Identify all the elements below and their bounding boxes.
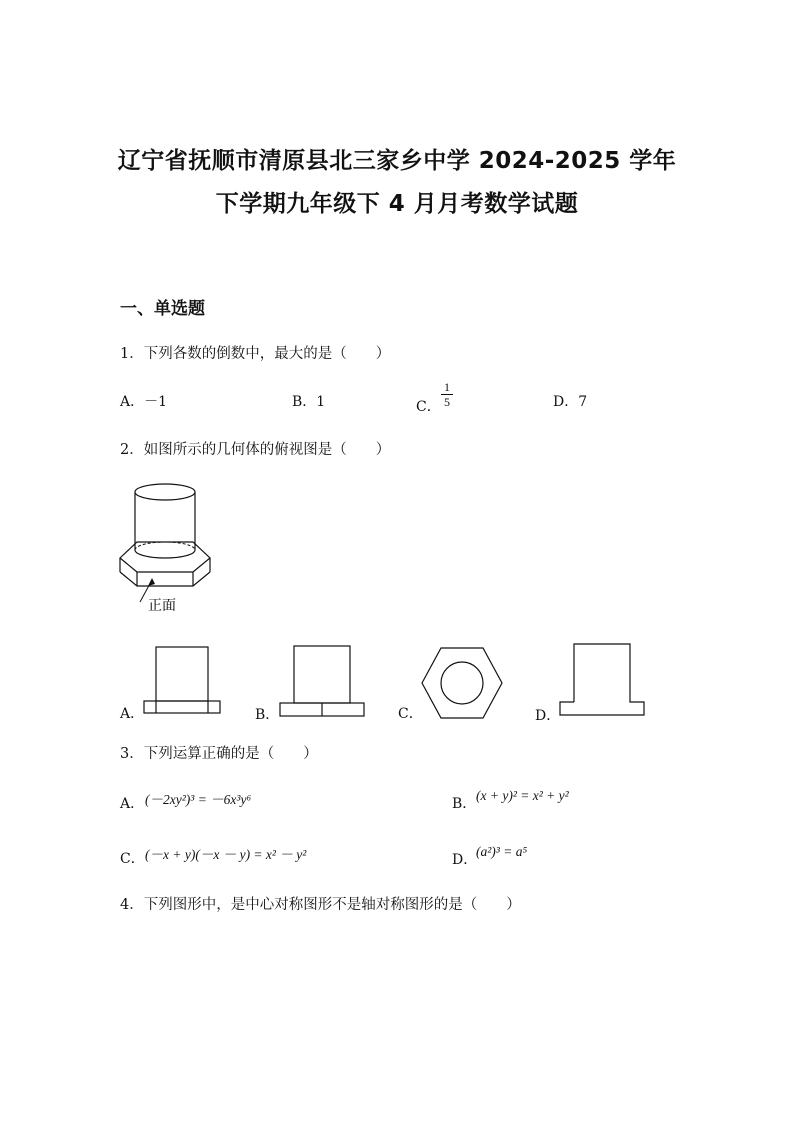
q3-option-b-label: B． <box>452 796 477 812</box>
q1-option-b: B．1 <box>292 394 326 410</box>
q2-option-d-figure <box>558 642 646 718</box>
question-3-stem: 3．下列运算正确的是（ ） <box>120 746 318 762</box>
exam-title-line-2: 下学期九年级下 4 月月考数学试题 <box>215 191 579 217</box>
q2-option-a-label: A． <box>120 706 145 722</box>
prism-bottom-edge <box>120 572 210 586</box>
q2-option-c-figure <box>420 646 504 720</box>
question-4-stem: 4．下列图形中，是中心对称图形不是轴对称图形的是（ ） <box>120 897 521 913</box>
hexagon-top-face <box>120 542 210 572</box>
exam-title-line-1: 辽宁省抚顺市清原县北三家乡中学 2024-2025 学年 <box>117 148 677 174</box>
q3-option-d-expression: (a²)³ = a⁵ <box>476 844 528 859</box>
cylinder-top-ellipse <box>135 484 195 500</box>
q2-option-c-label: C． <box>398 706 423 722</box>
q1-option-d: D．7 <box>553 394 588 410</box>
cylinder-base-hidden-arc <box>135 542 195 550</box>
section-heading: 一、单选题 <box>120 299 205 319</box>
q2-option-a-figure <box>142 645 224 717</box>
cylinder-base-front-arc <box>135 550 195 558</box>
q3-option-c-label: C． <box>120 851 145 867</box>
q2-option-b-figure <box>278 645 366 719</box>
q2-option-b-label: B． <box>255 707 280 723</box>
solid-figure <box>110 478 220 618</box>
arrow-head-icon <box>148 578 155 586</box>
q3-option-a-expression: (－2xy²)³ = －6x³y⁶ <box>145 792 252 807</box>
q1-option-c-label: C． <box>416 399 441 415</box>
fraction-denominator: 5 <box>444 395 450 409</box>
front-view-label: 正面 <box>148 599 176 614</box>
q1-option-a: A．－1 <box>120 394 168 410</box>
fraction-numerator: 1 <box>444 380 450 394</box>
q3-option-b-expression: (x + y)² = x² + y² <box>476 788 569 803</box>
q3-option-d-label: D． <box>452 852 478 868</box>
q3-option-a-label: A． <box>120 796 145 812</box>
q2-option-d-label: D． <box>535 708 561 724</box>
q3-option-c-expression: (－x + y)(－x － y) = x² － y² <box>145 847 307 862</box>
q1-option-c-fraction <box>441 381 453 408</box>
question-1-stem: 1．下列各数的倒数中，最大的是（ ） <box>120 346 391 362</box>
question-2-stem: 2．如图所示的几何体的俯视图是（ ） <box>120 442 391 458</box>
